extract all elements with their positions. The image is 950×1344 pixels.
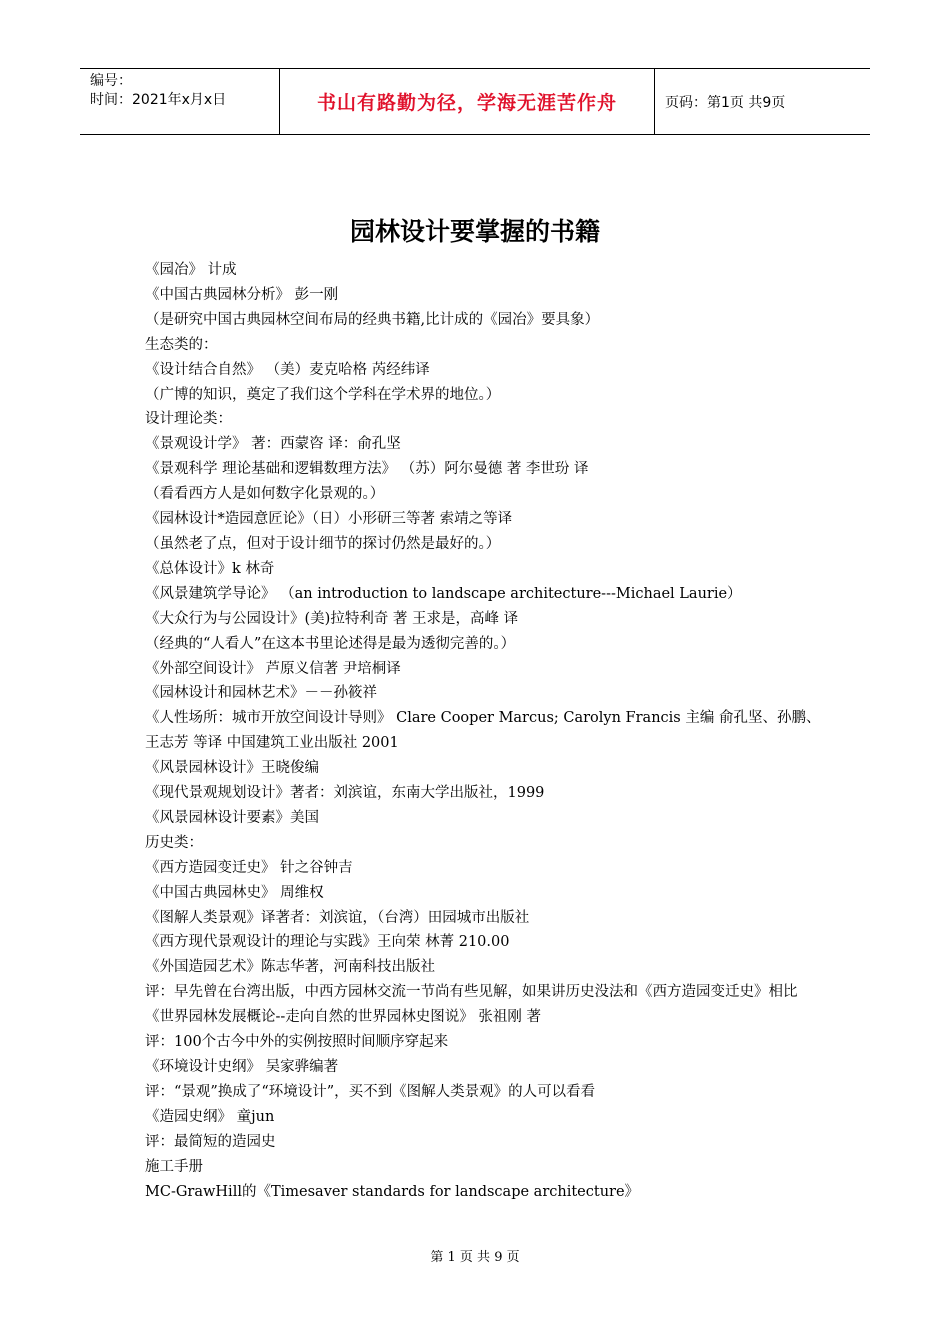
- text-line: 《园林设计和园林艺术》－－孙筱祥: [145, 685, 377, 702]
- text-line: 《风景园林设计要素》美国: [145, 809, 319, 826]
- header-meta: [80, 69, 280, 134]
- text-line: 《外部空间设计》 芦原义信著 尹培桐译: [145, 660, 401, 677]
- section-heading: 历史类：: [145, 834, 203, 851]
- text-line: 《大众行为与公园设计》(美)拉特利奇 著 王求是，高峰 译: [145, 610, 519, 627]
- text-line: 《人性场所：城市开放空间设计导则》 Clare Cooper Marcus; Carolyn Francis 主编 俞孔坚、孙鹏、王志芳 等译 中国建筑工业出版社 2001: [145, 710, 821, 752]
- text-line: 评：最简短的造园史: [145, 1133, 276, 1150]
- document-date-label: 时间：2021年x月x日: [90, 92, 227, 108]
- text-line: 《西方造园变迁史》 针之谷钟吉: [145, 859, 353, 876]
- text-line: （看看西方人是如何数字化景观的。）: [145, 486, 385, 503]
- text-line: 《园林设计*造园意匠论》（日）小形研三等著 索靖之等译: [145, 511, 513, 528]
- text-line: 《造园史纲》 童jun: [145, 1108, 275, 1125]
- text-line: （是研究中国古典园林空间布局的经典书籍,比计成的《园冶》要具象）: [145, 311, 600, 328]
- text-line: MC-GrawHill的《Timesaver standards for landscape architecture》: [145, 1183, 640, 1200]
- document-number-label: 编号：: [90, 73, 132, 89]
- page-footer: 第 1 页 共 9 页: [430, 1250, 520, 1265]
- text-line: 《中国古典园林史》 周维权: [145, 884, 324, 901]
- text-line: 评：“景观”换成了“环境设计”，买不到《图解人类景观》的人可以看看: [145, 1083, 596, 1100]
- document-title: 园林设计要掌握的书籍: [349, 217, 600, 246]
- text-line: （广博的知识，奠定了我们这个学科在学术界的地位。）: [145, 386, 501, 403]
- text-line: 《环境设计史纲》 吴家骅编著: [145, 1059, 339, 1075]
- text-line: 《景观科学 理论基础和逻辑数理方法》 （苏）阿尔曼德 著 李世玢 译: [145, 461, 589, 478]
- text-line: 评：100个古今中外的实例按照时间顺序穿起来: [145, 1034, 449, 1051]
- document-body: [145, 258, 825, 1204]
- text-line: 《园冶》 计成: [145, 262, 237, 278]
- text-line: 《风景园林设计》王晓俊编: [145, 760, 319, 777]
- text-line: 《风景建筑学导论》 （an introduction to landscape architecture---Michael Laurie）: [145, 585, 742, 602]
- text-line: 《图解人类景观》译著者：刘滨谊，（台湾）田园城市出版社: [145, 909, 530, 926]
- text-line: 《景观设计学》 著：西蒙咨 译：俞孔坚: [145, 436, 401, 453]
- text-line: 《中国古典园林分析》 彭一刚: [145, 286, 339, 303]
- text-line: 《西方现代景观设计的理论与实践》王向荣 林菁 210.00: [145, 934, 510, 951]
- page-header: [80, 68, 870, 135]
- header-page-label: 页码：第1页 共9页: [665, 94, 786, 111]
- text-line: 《总体设计》k 林奇: [145, 560, 275, 577]
- text-line: 评：早先曾在台湾出版，中西方园林交流一节尚有些见解，如果讲历史没法和《西方造园变迁史》相比: [145, 984, 798, 1001]
- text-line: 《外国造园艺术》陈志华著，河南科技出版社: [145, 959, 435, 976]
- header-motto: 书山有路勤为径，学海无涯苦作舟: [280, 69, 655, 134]
- section-heading: 设计理论类：: [145, 411, 232, 428]
- text-line: （虽然老了点，但对于设计细节的探讨仍然是最好的。）: [145, 535, 501, 552]
- text-line: 《设计结合自然》 （美）麦克哈格 芮经纬译: [145, 361, 430, 378]
- section-heading: 施工手册: [145, 1158, 203, 1175]
- text-line: 《世界园林发展概论--走向自然的世界园林史图说》 张祖刚 著: [145, 1009, 542, 1026]
- text-line: （经典的“人看人”在这本书里论述得是最为透彻完善的。）: [145, 635, 516, 652]
- text-line: 《现代景观规划设计》著者：刘滨谊，东南大学出版社，1999: [145, 785, 545, 802]
- section-heading: 生态类的：: [145, 336, 218, 353]
